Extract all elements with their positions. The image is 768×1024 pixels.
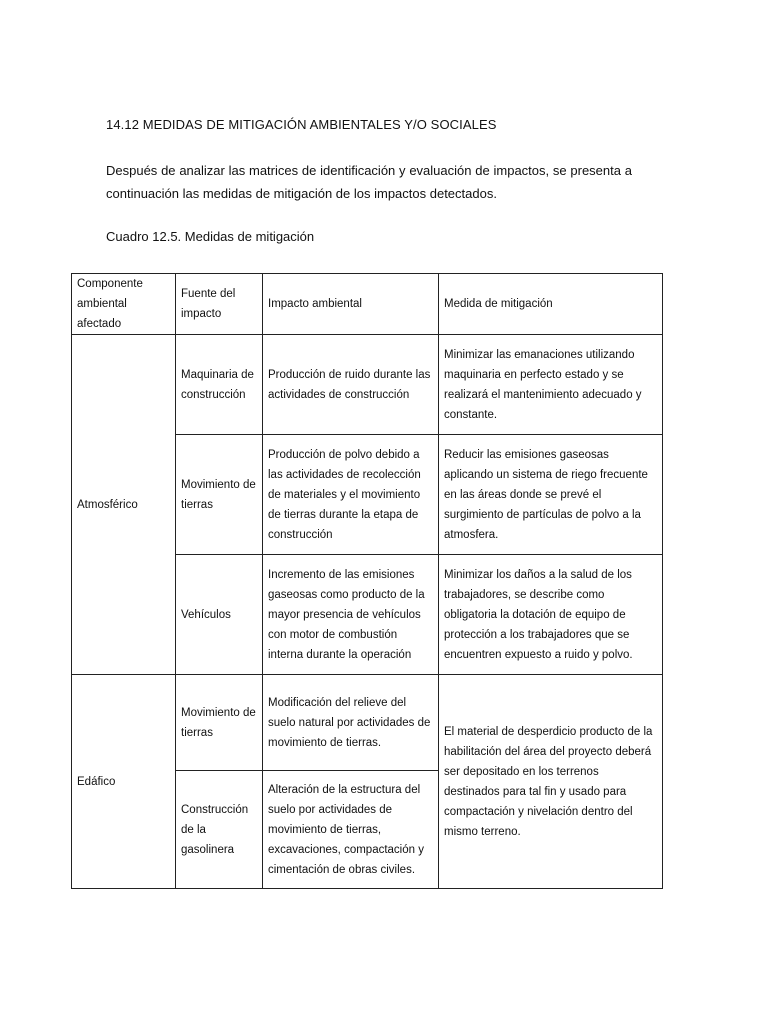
header-componente: Componente ambiental afectado bbox=[72, 274, 176, 335]
cell-medida-edafico: El material de desperdicio producto de la habilitación del área del proyecto deberá ser depositado en los terrenos destinados para tal fin y usado para compactación y nivelación dentro del mismo terreno. bbox=[439, 675, 663, 889]
table-header-row bbox=[72, 274, 663, 335]
table-caption: Cuadro 12.5. Medidas de mitigación bbox=[106, 229, 315, 244]
header-medida: Medida de mitigación bbox=[439, 274, 663, 335]
cell-fuente: Movimiento de tierras bbox=[176, 435, 263, 555]
cell-impacto: Alteración de la estructura del suelo por actividades de movimiento de tierras, excavaciones, compactación y cimentación de obras civiles. bbox=[263, 771, 439, 889]
intro-paragraph: Después de analizar las matrices de identificación y evaluación de impactos, se presenta a continuación las medidas de mitigación de los impactos detectados. bbox=[106, 163, 632, 201]
table-row bbox=[72, 335, 663, 435]
header-impacto: Impacto ambiental bbox=[263, 274, 439, 335]
header-fuente: Fuente del impacto bbox=[176, 274, 263, 335]
cell-impacto: Incremento de las emisiones gaseosas como producto de la mayor presencia de vehículos con motor de combustión interna durante la operación bbox=[263, 555, 439, 675]
cell-medida: Minimizar las emanaciones utilizando maquinaria en perfecto estado y se realizará el mantenimiento adecuado y constante. bbox=[439, 335, 663, 435]
cell-fuente: Vehículos bbox=[176, 555, 263, 675]
componente-atmosferico: Atmosférico bbox=[72, 335, 176, 675]
cell-medida: Minimizar los daños a la salud de los trabajadores, se describe como obligatoria la dotación de equipo de protección a los trabajadores que se encuentren expuesto a ruido y polvo. bbox=[439, 555, 663, 675]
cell-impacto: Producción de polvo debido a las actividades de recolección de materiales y el movimiento de tierras durante la etapa de construcción bbox=[263, 435, 439, 555]
componente-edafico: Edáfico bbox=[72, 675, 176, 889]
cell-fuente: Construcción de la gasolinera bbox=[176, 771, 263, 889]
cell-impacto: Producción de ruido durante las actividades de construcción bbox=[263, 335, 439, 435]
cell-impacto: Modificación del relieve del suelo natural por actividades de movimiento de tierras. bbox=[263, 675, 439, 771]
table-row bbox=[72, 675, 663, 771]
section-heading: 14.12 MEDIDAS DE MITIGACIÓN AMBIENTALES Y/O SOCIALES bbox=[106, 117, 497, 132]
mitigation-table bbox=[71, 273, 663, 889]
cell-fuente: Maquinaria de construcción bbox=[176, 335, 263, 435]
cell-medida: Reducir las emisiones gaseosas aplicando un sistema de riego frecuente en las áreas donde se prevé el surgimiento de partículas de polvo a la atmosfera. bbox=[439, 435, 663, 555]
cell-fuente: Movimiento de tierras bbox=[176, 675, 263, 771]
